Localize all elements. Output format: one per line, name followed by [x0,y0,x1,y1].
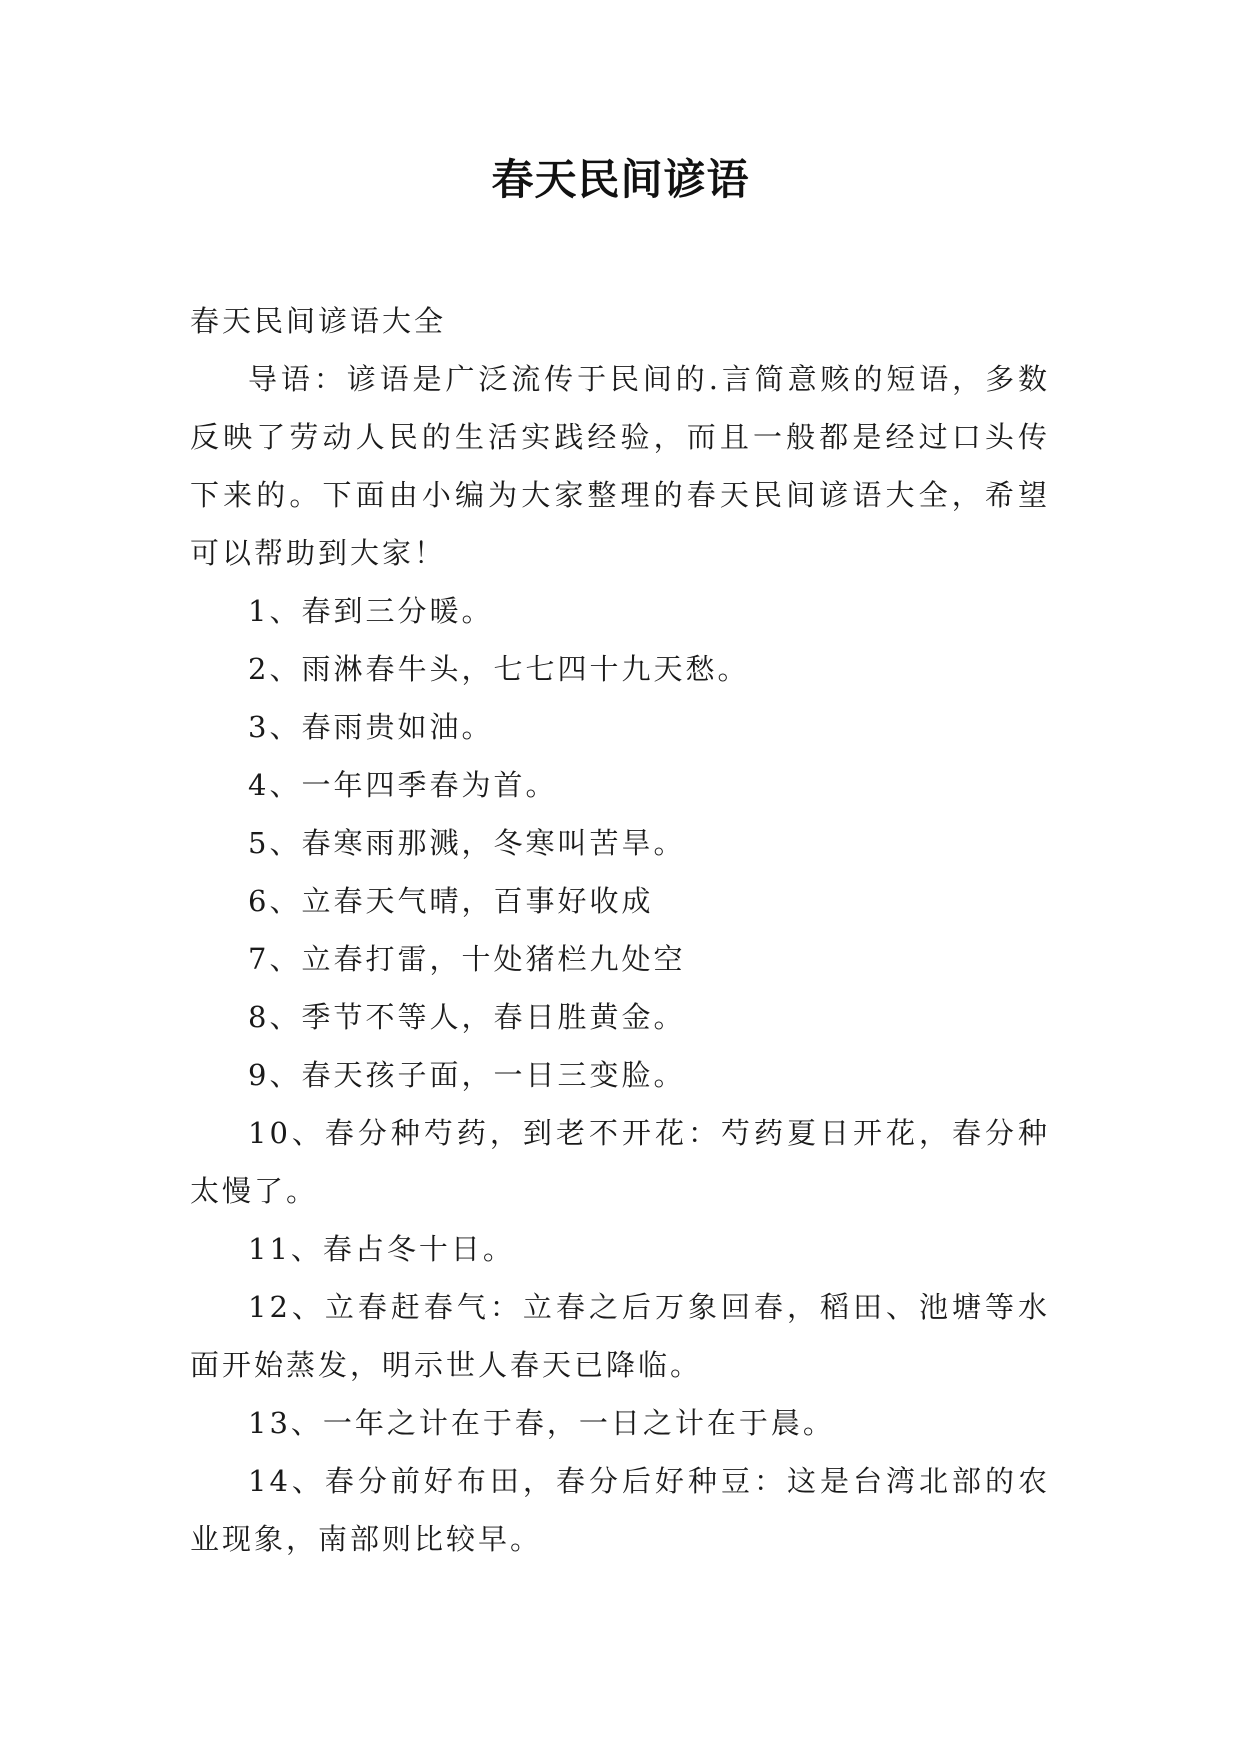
intro-paragraph: 导语：谚语是广泛流传于民间的.言简意赅的短语，多数反映了劳动人民的生活实践经验，而且一般都是经过口头传下来的。下面由小编为大家整理的春天民间谚语大全，希望可以帮助到大家！ [190,362,1050,570]
document-body [190,292,1050,1568]
proverb-item-14: 14、春分前好布田，春分后好种豆：这是台湾北部的农业现象，南部则比较早。 [190,1464,1050,1556]
proverb-item-7: 7、立春打雷，十处猪栏九处空 [248,942,686,976]
proverb-item-10: 10、春分种芍药，到老不开花：芍药夏日开花，春分种太慢了。 [190,1116,1050,1208]
proverb-item-5: 5、春寒雨那溅，冬寒叫苦旱。 [248,826,686,860]
proverb-item-12: 12、立春赶春气：立春之后万象回春，稻田、池塘等水面开始蒸发，明示世人春天已降临。 [190,1290,1050,1382]
proverb-item-8: 8、季节不等人，春日胜黄金。 [248,1000,686,1034]
section-heading: 春天民间谚语大全 [190,304,447,338]
proverb-item-2: 2、雨淋春牛头，七七四十九天愁。 [248,652,750,686]
proverb-item-1: 1、春到三分暖。 [248,594,494,628]
document-title: 春天民间谚语 [491,155,750,204]
proverb-item-6: 6、立春天气晴，百事好收成 [248,884,654,918]
proverb-item-13: 13、一年之计在于春，一日之计在于晨。 [248,1406,835,1440]
proverb-item-4: 4、一年四季春为首。 [248,768,558,802]
proverb-item-3: 3、春雨贵如油。 [248,710,494,744]
proverb-item-11: 11、春占冬十日。 [248,1232,515,1266]
proverb-item-9: 9、春天孩子面，一日三变脸。 [248,1058,686,1092]
